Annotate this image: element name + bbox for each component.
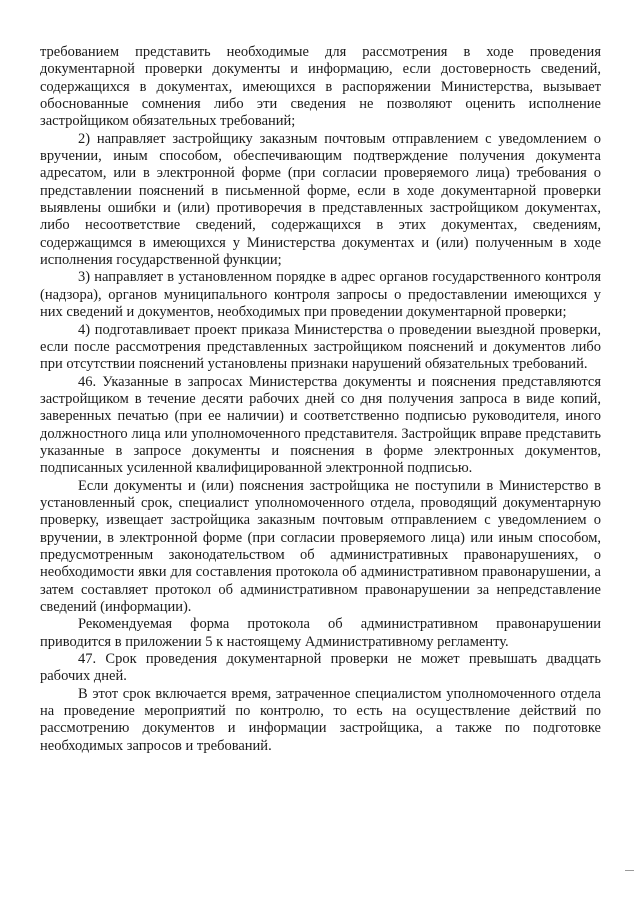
paragraph-recommended-form: Рекомендуемая форма протокола об административном правонарушении приводится в приложении 5 к настоящему Административному регламенту. <box>40 616 601 650</box>
paragraph-continuation: требованием представить необходимые для рассмотрения в ходе проведения документарной проверки документы и информацию, если достоверность сведений, содержащихся в документах, имеющихся в распоряжении Министерства, вызывает обоснованные сомнения либо эти сведения не позволяют оценить исполнение застройщиком обязательных требований; <box>40 44 601 130</box>
document-page <box>40 44 601 755</box>
paragraph-time-included: В этот срок включается время, затраченное специалистом уполномоченного отдела на проведение мероприятий по контролю, то есть на осуществление действий по рассмотрению документов и информации застройщика, а также по подготовке необходимых запросов и требований. <box>40 685 601 754</box>
paragraph-item-3: 3) направляет в установленном порядке в адрес органов государственного контроля (надзора), органов муниципального контроля запросы о предоставлении имеющихся у них сведений и документов, необходимых при проведении документарной проверки; <box>40 269 601 321</box>
paragraph-section-47: 47. Срок проведения документарной проверки не может превышать двадцать рабочих дней. <box>40 651 601 685</box>
scan-edge-mark <box>625 870 634 871</box>
paragraph-section-46: 46. Указанные в запросах Министерства документы и пояснения представляются застройщиком в течение десяти рабочих дней со дня получения запроса в виде копий, заверенных печатью (при ее наличии) и соответственно подписью руководителя, иного должностного лица или уполномоченного представителя. Застройщик вправе представить указанные в запросе документы и пояснения в форме электронных документов, подписанных усиленной квалифицированной электронной подписью. <box>40 373 601 477</box>
paragraph-item-4: 4) подготавливает проект приказа Министерства о проведении выездной проверки, если после рассмотрения представленных застройщиком пояснений и документов либо при отсутствии пояснений установлены признаки нарушений обязательных требований. <box>40 321 601 373</box>
paragraph-item-2: 2) направляет застройщику заказным почтовым отправлением с уведомлением о вручении, иным способом, обеспечивающим подтверждение получения документа адресатом, или в электронной форме (при согласии проверяемого лица) требования о представлении пояснений в письменной форме, если в ходе документарной проверки выявлены ошибки и (или) противоречия в представленных застройщиком документах, либо несоответствие сведений, содержащихся в этих документах, сведениям, содержащимся в имеющихся у Министерства документах и (или) полученным в ходе исполнения государственной функции; <box>40 130 601 269</box>
paragraph-missing-documents: Если документы и (или) пояснения застройщика не поступили в Министерство в установленный срок, специалист уполномоченного отдела, проводящий документарную проверку, извещает застройщика заказным почтовым отправлением с уведомлением о вручении, в электронной форме (при согласии проверяемого лица) или иным способом, предусмотренным законодательством об административных правонарушениях, о необходимости явки для составления протокола об административном правонарушении, а затем составляет протокол об административном правонарушении за непредставление сведений (информации). <box>40 477 601 615</box>
